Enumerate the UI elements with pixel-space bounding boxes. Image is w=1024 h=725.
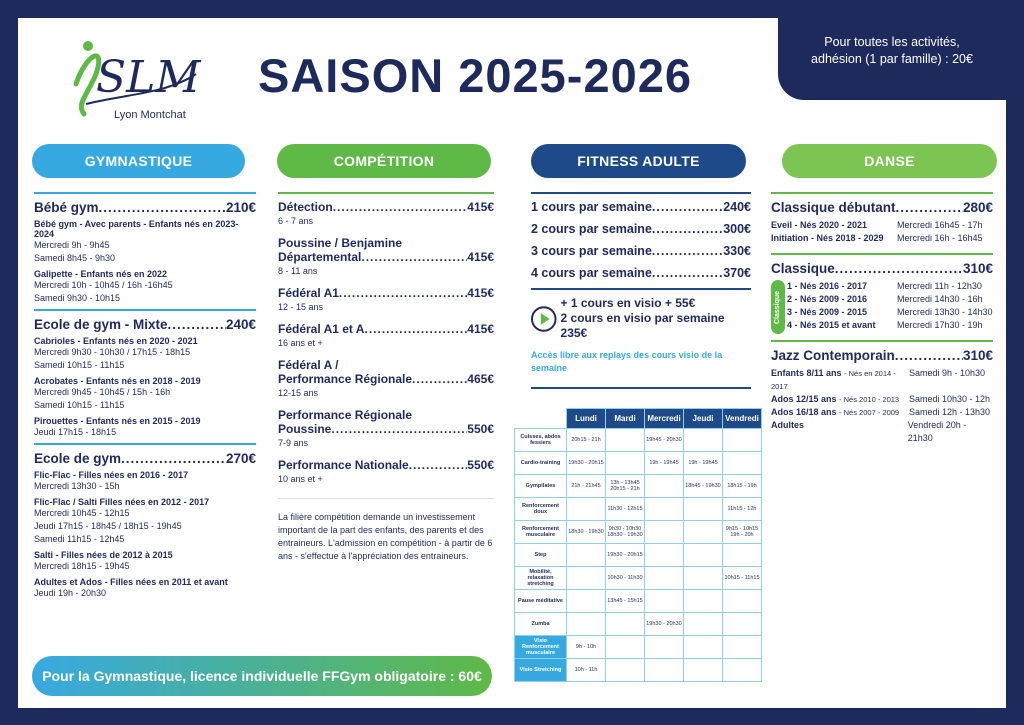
competition-item: Fédéral A / Performance Régionale ..... 465€ 12-15 ans — [278, 358, 494, 398]
day-header: Mardi — [606, 409, 645, 429]
competition-item: Détection ..... 415€ 6 - 7 ans — [278, 200, 494, 226]
danse-debutant-title: Classique débutant ..... 280€ — [771, 200, 993, 215]
table-row: Visio Stretching 10h - 11h — [515, 659, 762, 682]
fitness-price-row: 2 cours par semaine ..... 300€ — [531, 222, 751, 236]
jazz-row: Ados 12/15 ans - Nés 2010 - 2013 Samedi 10h30 - 12h — [771, 394, 991, 404]
header-fitness: FITNESS ADULTE — [531, 144, 746, 178]
table-row: Cardio-training 19h30 - 20h15 19h - 19h45 19h - 19h45 — [515, 452, 762, 475]
play-icon — [531, 306, 557, 332]
header-gymnastique: GYMNASTIQUE — [32, 144, 245, 178]
day-header: Lundi — [567, 409, 606, 429]
jazz-row: Ados 16/18 ans - Nés 2007 - 2009 Samedi 12h - 13h30 — [771, 407, 991, 417]
competition-item: Fédéral A1 ..... 415€ 12 - 15 ans — [278, 286, 494, 312]
jazz-row: Adultes Vendredi 20h - 21h30 — [771, 420, 967, 443]
competition-item: Performance Nationale ..... 550€ 10 ans et + — [278, 458, 494, 484]
classique-tag: Classique — [771, 280, 785, 334]
adhesion-banner: Pour toutes les activités, adhésion (1 par famille) : 20€ — [778, 0, 1006, 100]
gym-bebe-title: Bébé gym ..... 210€ — [34, 200, 256, 215]
replay-note: Accès libre aux replays des cours visio de la semaine — [531, 350, 723, 373]
classique-row: 1 - Nés 2016 - 2017 Mercredi 11h - 12h30 — [787, 281, 982, 291]
classique-row: 3 - Nés 2009 - 2015 Mercredi 13h30 - 14h30 — [787, 307, 993, 317]
day-header: Jeudi — [684, 409, 723, 429]
competition-column — [278, 192, 494, 563]
fitness-column — [531, 192, 751, 395]
competition-note: La filière compétition demande un investissement important de la part des enfants, des parents et des entraineurs. L'admission en compétition - à partir de 6 ans - s'effectue à l'appréciation des entraineurs. — [278, 512, 493, 561]
competition-item: Performance Régionale Poussine ..... 550€ 7-9 ans — [278, 408, 494, 448]
competition-item: Fédéral A1 et A ..... 415€ 16 ans et + — [278, 322, 494, 348]
table-row: Visio Renforcement musculaire 9h - 10h — [515, 636, 762, 659]
jazz-row: Enfants 8/11 ans - Nés en 2014 - 2017 Samedi 9h - 10h30 — [771, 368, 986, 391]
danse-classique-title: Classique ..... 310€ — [771, 261, 993, 276]
table-row: Pause méditative 13h45 - 15h15 — [515, 590, 762, 613]
table-row: Renforcement musculaire 18h30 - 19h30 9h30 - 10h30 18h30 - 19h30 9h15 - 10h15 19h - 20h — [515, 521, 762, 544]
competition-item: Poussine / Benjamine Départemental ..... 415€ 8 - 11 ans — [278, 236, 494, 276]
gym-column: Bébé gym ..... 210€ Bébé gym - Avec parents - Enfants nés en 2023-2024 Mercredi 9h - 9h45 Samedi 8h45 - 9h30 Galipette - Enfants nés en 2022 Mercredi 10h - 10h45 / 16h -16h45 Samedi 9h30 - 10h15 Ecole de gym - Mixte ..... 240€ Cabrioles - Enfants nés en 2020 - 2021 Mercredi 9h30 - 10h30 / 17h15 - 18h15 Samedi 10h15 - 11h15 Acrobates - Enfants nés en 2018 - 2019 Mercredi 9h45 - 10h45 / 15h - 16h Samedi 10h15 - 11h15 Pirouettes - Enfants nés en 2015 - 2019 Jeudi 17h15 - 18h15 Ecole de gym ..... 270€ Flic-Flac - Filles nées en 2016 - 2017 Mercredi 13h30 - 15h Flic-Flac / Salti Filles nées en 2012 - 2017 Mercredi 10h45 - 12h15 Jeudi 17h15 - 18h45 / 18h15 - 19h45 Samedi 11h15 - 12h45 Salti - Filles nées de 2012 à 2015 Mercredi 18h15 - 19h45 Adultes et Ados - Filles nées en 2011 et avant Jeudi 19h - 20h30 — [34, 192, 256, 600]
table-row: Cuisses, abdos fessiers 20h15 - 21h 19h45 - 20h30 — [515, 429, 762, 452]
header-competition: COMPÉTITION — [277, 144, 491, 178]
fitness-price-row: 3 cours par semaine ..... 330€ — [531, 244, 751, 258]
logo-text: SLM — [96, 52, 201, 103]
day-header: Mercredi — [645, 409, 684, 429]
fitness-price-row: 4 cours par semaine ..... 370€ — [531, 266, 751, 280]
table-row: Gympilates 21h - 21h45 13h - 13h45 20h15 - 21h 18h45 - 19h30 18h15 - 19h — [515, 475, 762, 498]
day-header: Vendredi — [723, 409, 762, 429]
fitness-schedule-table — [514, 408, 762, 682]
classique-row: 2 - Nés 2009 - 2016 Mercredi 14h30 - 16h — [787, 294, 983, 304]
danse-column: Classique débutant ..... 280€ Eveil - Nés 2020 - 2021 Mercredi 16h45 - 17h Initiation - Nés 2018 - 2029 Mercredi 16h - 16h45 Classique ..... 310€ Classique 1 - Nés 2016 - 2017 Mercredi 11h - 12h30 2 - Nés 2009 - 2016 Mercredi 14h30 - 16h 3 - Nés 2009 - 2015 Mercredi 13h30 - 14h30 4 - Nés 2015 et avant Mercredi 17h30 - 19h Jazz Contemporain ..... 310€ Enfants 8/11 ans - Nés en 2014 - 2017 Samedi 9h - 10h30 Ados 12/15 ans - Nés 2010 - 2013 Samedi 10h30 - 12h Ados 16/18 ans - Nés 2007 - 2009 Samedi 12h - 13h30 Adultes Vendredi 20h - 21h30 — [771, 192, 993, 445]
page-title: SAISON 2025-2026 — [258, 49, 693, 102]
header-danse: DANSE — [782, 144, 997, 178]
gym-mixte-title: Ecole de gym - Mixte ..... 240€ — [34, 317, 256, 332]
table-row: Step 19h30 - 20h15 — [515, 544, 762, 567]
table-row: Renforcement doux 11h30 - 12h15 11h15 - 12h — [515, 498, 762, 521]
danse-jazz-title: Jazz Contemporain ..... 310€ — [771, 348, 993, 363]
license-banner: Pour la Gymnastique, licence individuelle FFGym obligatoire : 60€ — [32, 656, 492, 696]
classique-row: 4 - Nés 2015 et avant Mercredi 17h30 - 19h — [787, 320, 983, 330]
visio-offer: + 1 cours en visio + 55€ 2 cours en visio par semaine 235€ — [531, 296, 751, 341]
table-row: Mobilité, relaxation stretching 10h30 - 11h30 10h15 - 11h15 — [515, 567, 762, 590]
logo-subtitle: Lyon Montchat — [114, 109, 186, 121]
gym-ecole-title: Ecole de gym ..... 270€ — [34, 451, 256, 466]
table-row: Zumba 19h30 - 20h30 — [515, 613, 762, 636]
fitness-price-row: 1 cours par semaine ..... 240€ — [531, 200, 751, 214]
